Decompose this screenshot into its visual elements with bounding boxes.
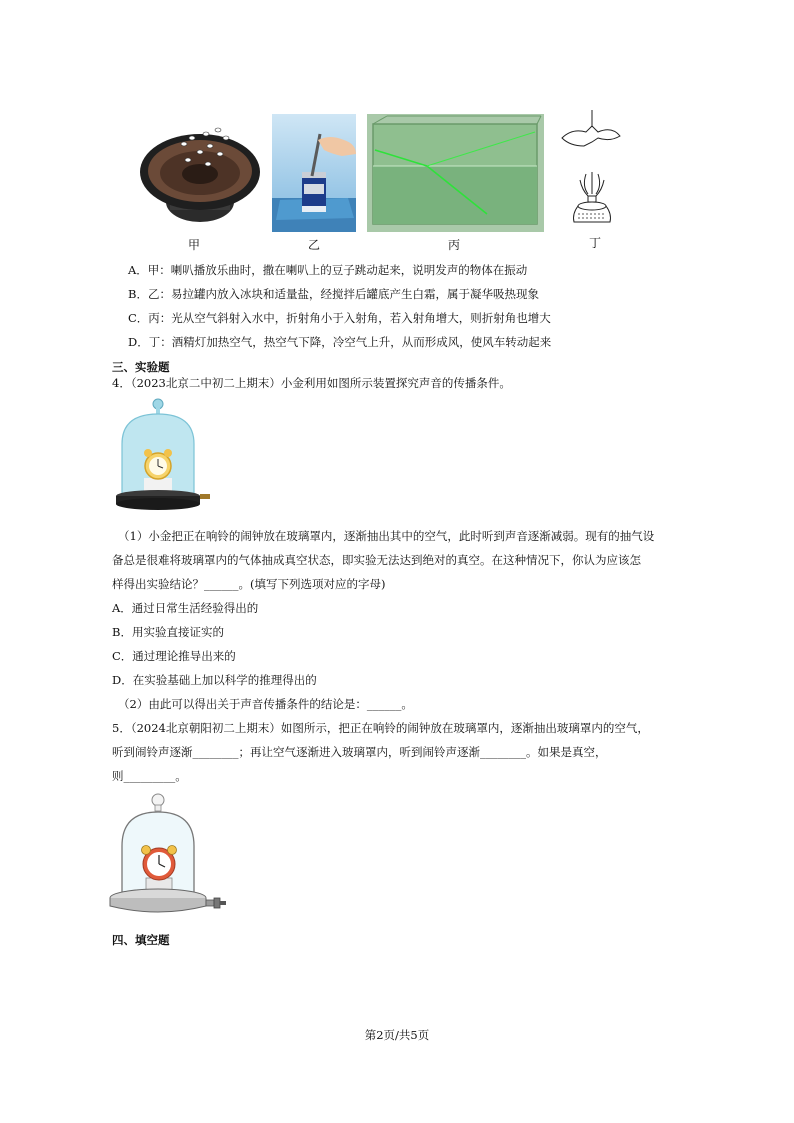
q3-option-d: D．丁：酒精灯加热空气，热空气下降，冷空气上升，从而形成风，使风车转动起来 bbox=[128, 335, 552, 349]
figure-bell-jar-diagram bbox=[108, 792, 228, 922]
figure-speaker bbox=[140, 124, 262, 228]
q5-line2: 听到闹铃声逐渐________；再让空气逐渐进入玻璃罩内，听到闹铃声逐渐________。如果是真空， bbox=[112, 745, 607, 759]
q4-option-b: B．用实验直接证实的 bbox=[112, 625, 224, 639]
q5-line3: 则_________。 bbox=[112, 769, 187, 783]
q3-option-b: B．乙：易拉罐内放入冰块和适量盐，经搅拌后罐底产生白霜，属于凝华吸热现象 bbox=[128, 287, 539, 301]
section3-heading: 三、实验题 bbox=[112, 360, 170, 374]
q4-part1-line1: （1）小金把正在响铃的闹钟放在玻璃罩内，逐渐抽出其中的空气，此时听到声音逐渐减弱。现有的抽气设 bbox=[118, 529, 655, 543]
q4-option-c: C．通过理论推导出来的 bbox=[112, 649, 236, 663]
q4-option-d: D．在实验基础上加以科学的推理得出的 bbox=[112, 673, 317, 687]
caption-bing: 丙 bbox=[447, 238, 460, 252]
figure-can bbox=[272, 114, 356, 232]
figure-tank bbox=[367, 114, 544, 232]
page-footer: 第2页/共5页 bbox=[364, 1028, 430, 1042]
caption-yi: 乙 bbox=[307, 238, 320, 252]
q4-option-a: A．通过日常生活经验得出的 bbox=[112, 601, 259, 615]
figure-lamp bbox=[558, 110, 624, 230]
q4-part1-line3: 样得出实验结论？______。(填写下列选项对应的字母) bbox=[112, 577, 386, 591]
q3-option-a: A．甲：喇叭播放乐曲时，撒在喇叭上的豆子跳动起来，说明发声的物体在振动 bbox=[128, 263, 528, 277]
q3-option-c: C．丙：光从空气斜射入水中，折射角小于入射角，若入射角增大，则折射角也增大 bbox=[128, 311, 551, 325]
caption-jia: 甲 bbox=[187, 238, 200, 252]
q4-stem: 4．（2023北京二中初二上期末）小金利用如图所示装置探究声音的传播条件。 bbox=[112, 376, 511, 390]
q4-part1-line2: 备总是很难将玻璃罩内的气体抽成真空状态，即实验无法达到绝对的真空。在这种情况下，你认为应该怎 bbox=[112, 553, 641, 567]
figure-bell-jar-photo bbox=[114, 398, 212, 516]
caption-ding: 丁 bbox=[588, 236, 601, 250]
q4-part2: （2）由此可以得出关于声音传播条件的结论是：______。 bbox=[118, 697, 413, 711]
q5-line1: 5．（2024北京朝阳初二上期末）如图所示，把正在响铃的闹钟放在玻璃罩内，逐渐抽出玻璃罩内的空气， bbox=[112, 721, 649, 735]
section4-heading: 四、填空题 bbox=[112, 933, 170, 947]
